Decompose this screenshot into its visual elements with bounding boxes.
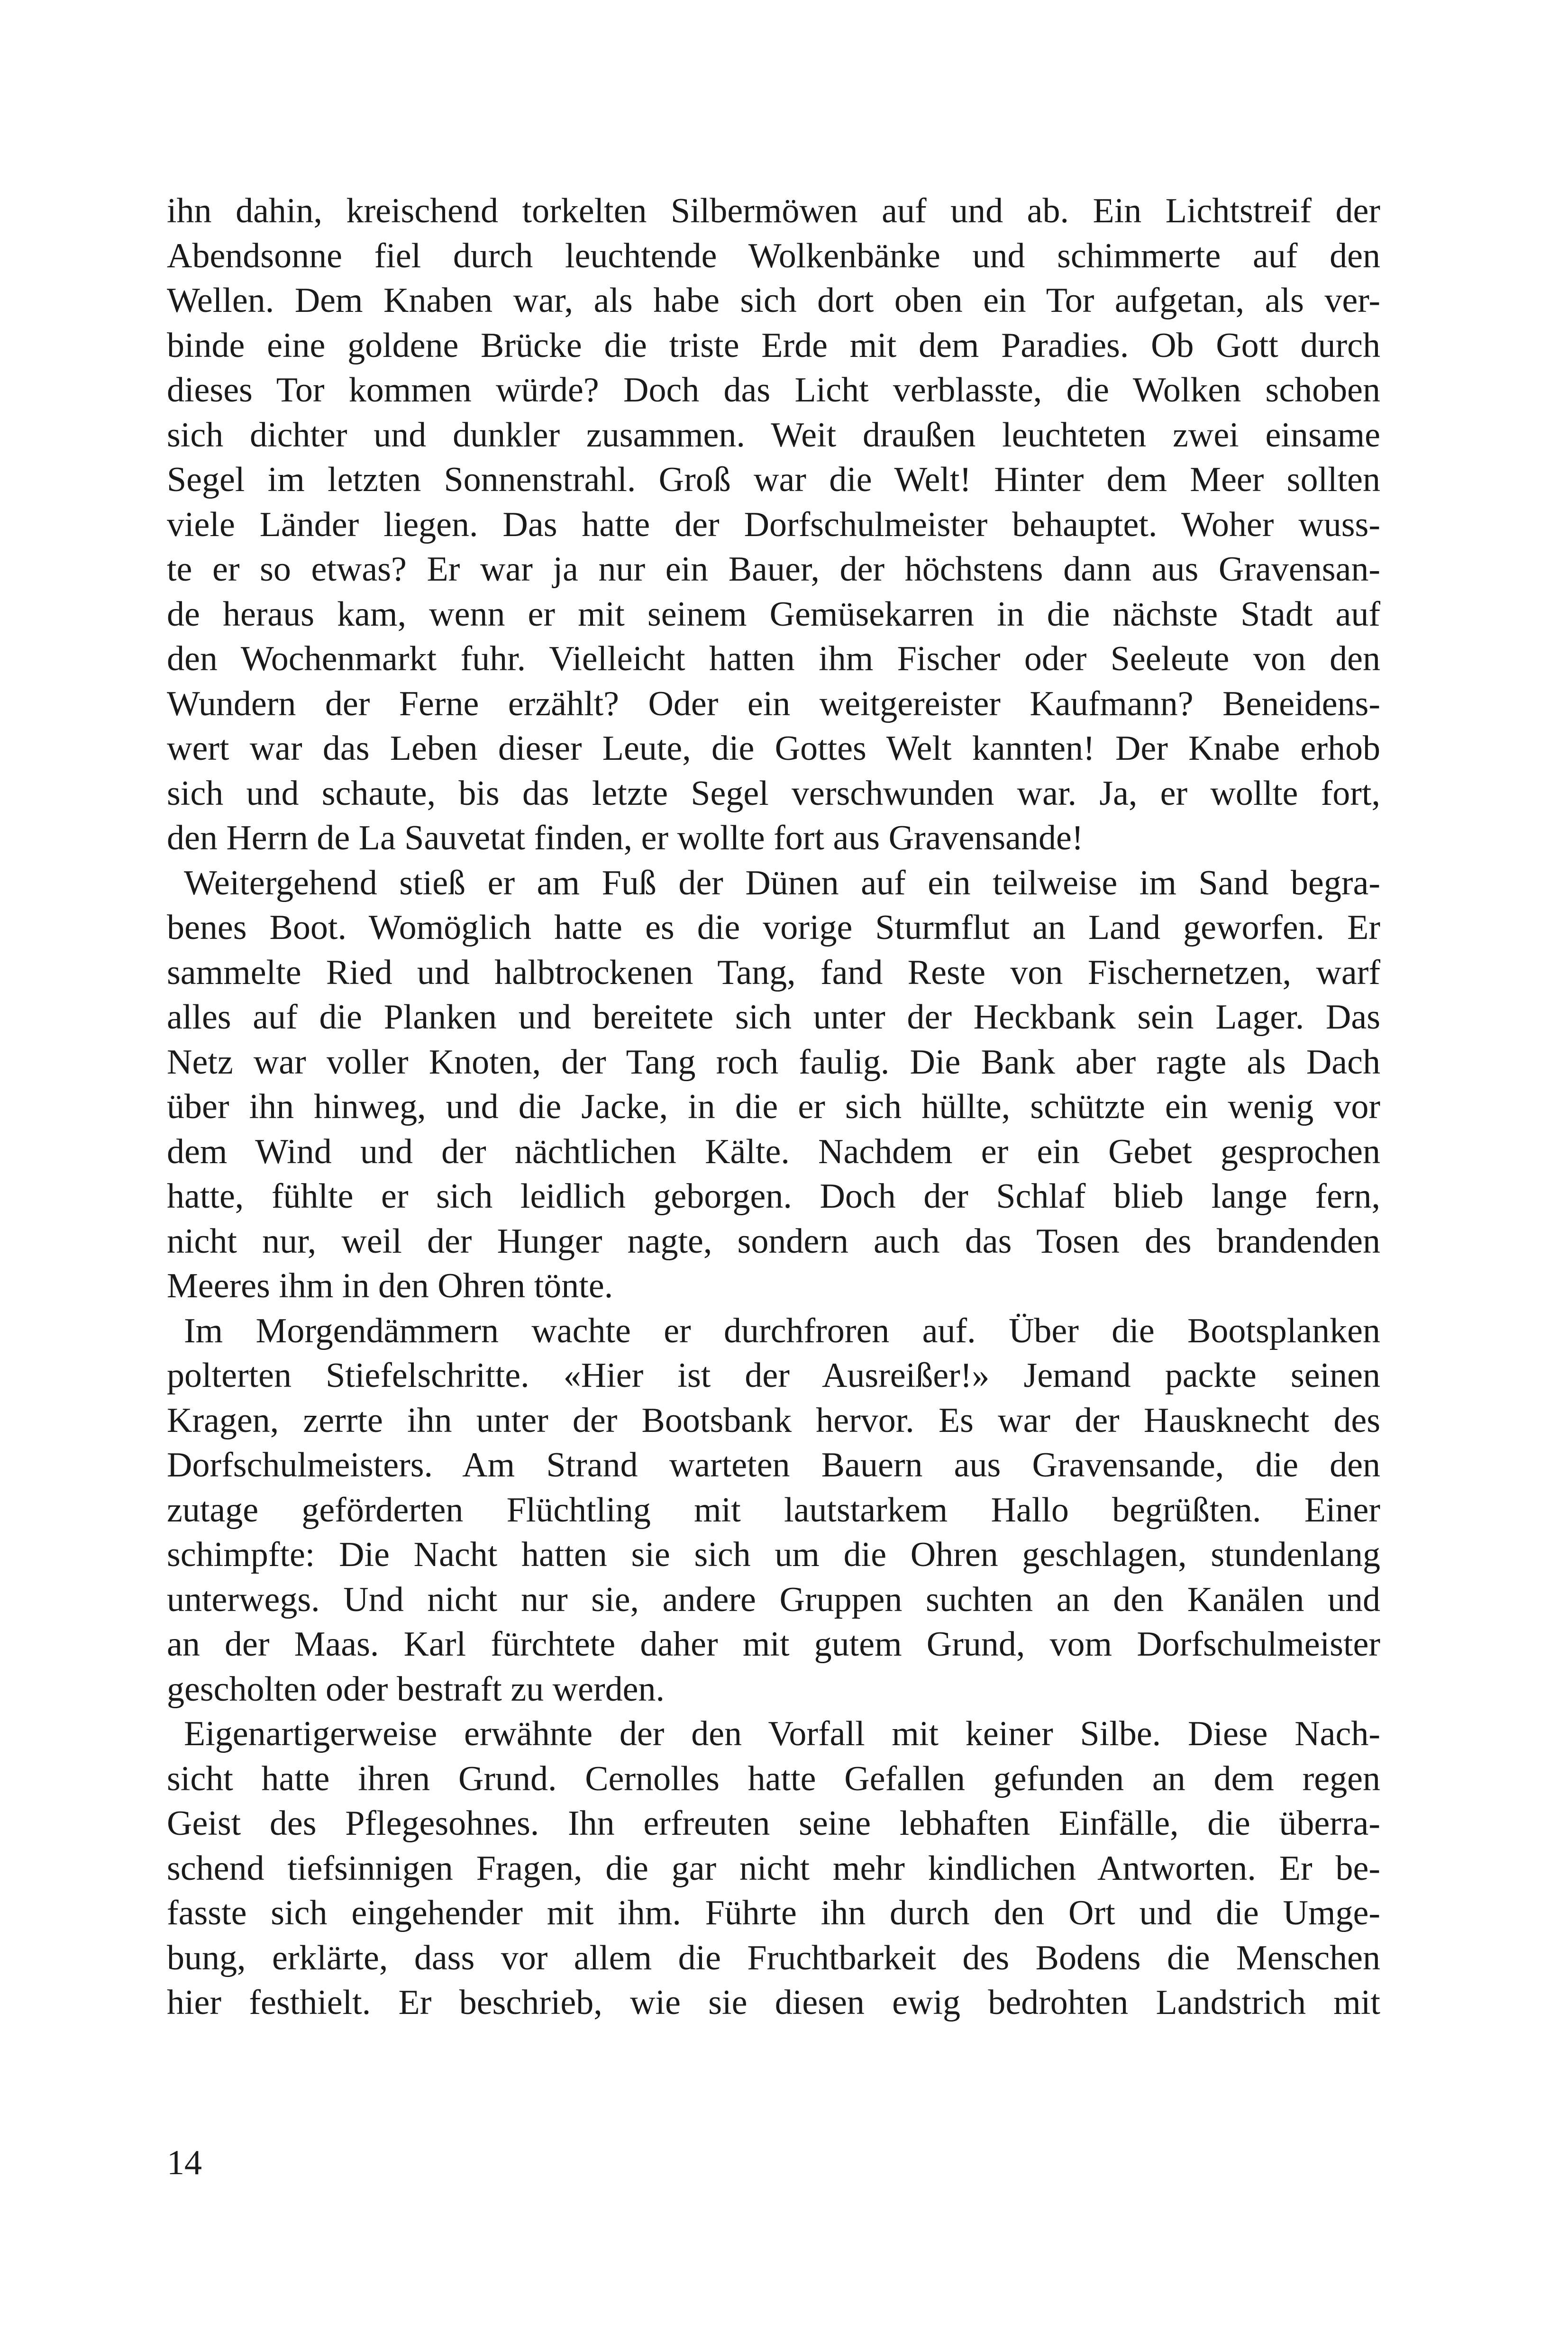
text-line: Im Morgendämmern wachte er durchfroren auf. Über die Bootsplanken xyxy=(184,1311,1380,1350)
text-line: binde eine goldene Brücke die triste Erde mit dem Paradies. Ob Gott durch xyxy=(167,326,1380,365)
text-line: te er so etwas? Er war ja nur ein Bauer, der höchstens dann aus Gravensan- xyxy=(167,550,1380,589)
text-line: alles auf die Planken und bereitete sich unter der Heckbank sein Lager. Das xyxy=(167,998,1380,1037)
text-line: zutage geförderten Flüchtling mit lautstarkem Hallo begrüßten. Einer xyxy=(167,1490,1380,1530)
text-line: Meeres ihm in den Ohren tönte. xyxy=(167,1266,613,1305)
text-line: Weitergehend stieß er am Fuß der Dünen auf ein teilweise im Sand begra- xyxy=(184,863,1380,902)
page-number: 14 xyxy=(167,2143,202,2182)
text-line: Abendsonne fiel durch leuchtende Wolkenbänke und schimmerte auf den xyxy=(167,236,1380,275)
text-line: an der Maas. Karl fürchtete daher mit gutem Grund, vom Dorfschulmeister xyxy=(167,1625,1380,1664)
text-line: den Herrn de La Sauvetat finden, er wollte fort aus Gravensande! xyxy=(167,819,1084,857)
text-line: polterten Stiefelschritte. «Hier ist der Ausreißer!» Jemand packte seinen xyxy=(167,1356,1380,1395)
text-line: hier festhielt. Er beschrieb, wie sie diesen ewig bedrohten Landstrich mit xyxy=(167,1983,1380,2022)
text-line: schend tiefsinnigen Fragen, die gar nicht mehr kindlichen Antworten. Er be- xyxy=(167,1849,1380,1888)
text-line: fasste sich eingehender mit ihm. Führte ihn durch den Ort und die Umge- xyxy=(167,1894,1380,1932)
text-line: Segel im letzten Sonnenstrahl. Groß war die Welt! Hinter dem Meer sollten xyxy=(167,460,1380,499)
paragraph xyxy=(167,189,1380,861)
text-line: de heraus kam, wenn er mit seinem Gemüsekarren in die nächste Stadt auf xyxy=(167,594,1380,634)
text-line: Wundern der Ferne erzählt? Oder ein weitgereister Kaufmann? Beneidens- xyxy=(167,684,1380,723)
text-line: sicht hatte ihren Grund. Cernolles hatte Gefallen gefunden an dem regen xyxy=(167,1759,1380,1798)
paragraph xyxy=(167,1712,1380,2025)
text-line: sammelte Ried und halbtrockenen Tang, fand Reste von Fischernetzen, warf xyxy=(167,953,1380,992)
text-line: bung, erklärte, dass vor allem die Fruchtbarkeit des Bodens die Menschen xyxy=(167,1938,1380,1977)
text-line: Dorfschulmeisters. Am Strand warteten Bauern aus Gravensande, die den xyxy=(167,1446,1380,1485)
body-text xyxy=(167,189,1380,2025)
text-line: unterwegs. Und nicht nur sie, andere Gruppen suchten an den Kanälen und xyxy=(167,1580,1380,1619)
text-line: den Wochenmarkt fuhr. Vielleicht hatten ihm Fischer oder Seeleute von den xyxy=(167,639,1380,678)
text-line: hatte, fühlte er sich leidlich geborgen. Doch der Schlaf blieb lange fern, xyxy=(167,1177,1380,1216)
text-line: über ihn hinweg, und die Jacke, in die er sich hüllte, schützte ein wenig vor xyxy=(167,1087,1380,1126)
paragraph xyxy=(167,861,1380,1309)
text-line: nicht nur, weil der Hunger nagte, sondern auch das Tosen des brandenden xyxy=(167,1221,1380,1261)
text-line: Netz war voller Knoten, der Tang roch faulig. Die Bank aber ragte als Dach xyxy=(167,1042,1380,1082)
text-line: Kragen, zerrte ihn unter der Bootsbank hervor. Es war der Hausknecht des xyxy=(167,1401,1380,1440)
text-line: sich und schaute, bis das letzte Segel verschwunden war. Ja, er wollte fort, xyxy=(167,774,1380,813)
text-line: dem Wind und der nächtlichen Kälte. Nachdem er ein Gebet gesprochen xyxy=(167,1132,1380,1171)
text-line: Wellen. Dem Knaben war, als habe sich dort oben ein Tor aufgetan, als ver- xyxy=(167,281,1380,320)
text-line: viele Länder liegen. Das hatte der Dorfschulmeister behauptet. Woher wuss- xyxy=(167,505,1380,544)
text-line: schimpfte: Die Nacht hatten sie sich um die Ohren geschlagen, stundenlang xyxy=(167,1535,1380,1574)
text-line: benes Boot. Womöglich hatte es die vorige Sturmflut an Land geworfen. Er xyxy=(167,908,1380,947)
text-line: sich dichter und dunkler zusammen. Weit draußen leuchteten zwei einsame xyxy=(167,415,1380,455)
text-line: Eigenartigerweise erwähnte der den Vorfall mit keiner Silbe. Diese Nach- xyxy=(184,1714,1380,1753)
text-line: gescholten oder bestraft zu werden. xyxy=(167,1669,665,1709)
text-line: Geist des Pflegesohnes. Ihn erfreuten seine lebhaften Einfälle, die überra- xyxy=(167,1804,1380,1843)
text-line: ihn dahin, kreischend torkelten Silbermöwen auf und ab. Ein Lichtstreif der xyxy=(167,191,1380,230)
text-line: dieses Tor kommen würde? Doch das Licht verblasste, die Wolken schoben xyxy=(167,371,1380,410)
text-line: wert war das Leben dieser Leute, die Gottes Welt kannten! Der Knabe erhob xyxy=(167,729,1380,768)
paragraph xyxy=(167,1309,1380,1712)
